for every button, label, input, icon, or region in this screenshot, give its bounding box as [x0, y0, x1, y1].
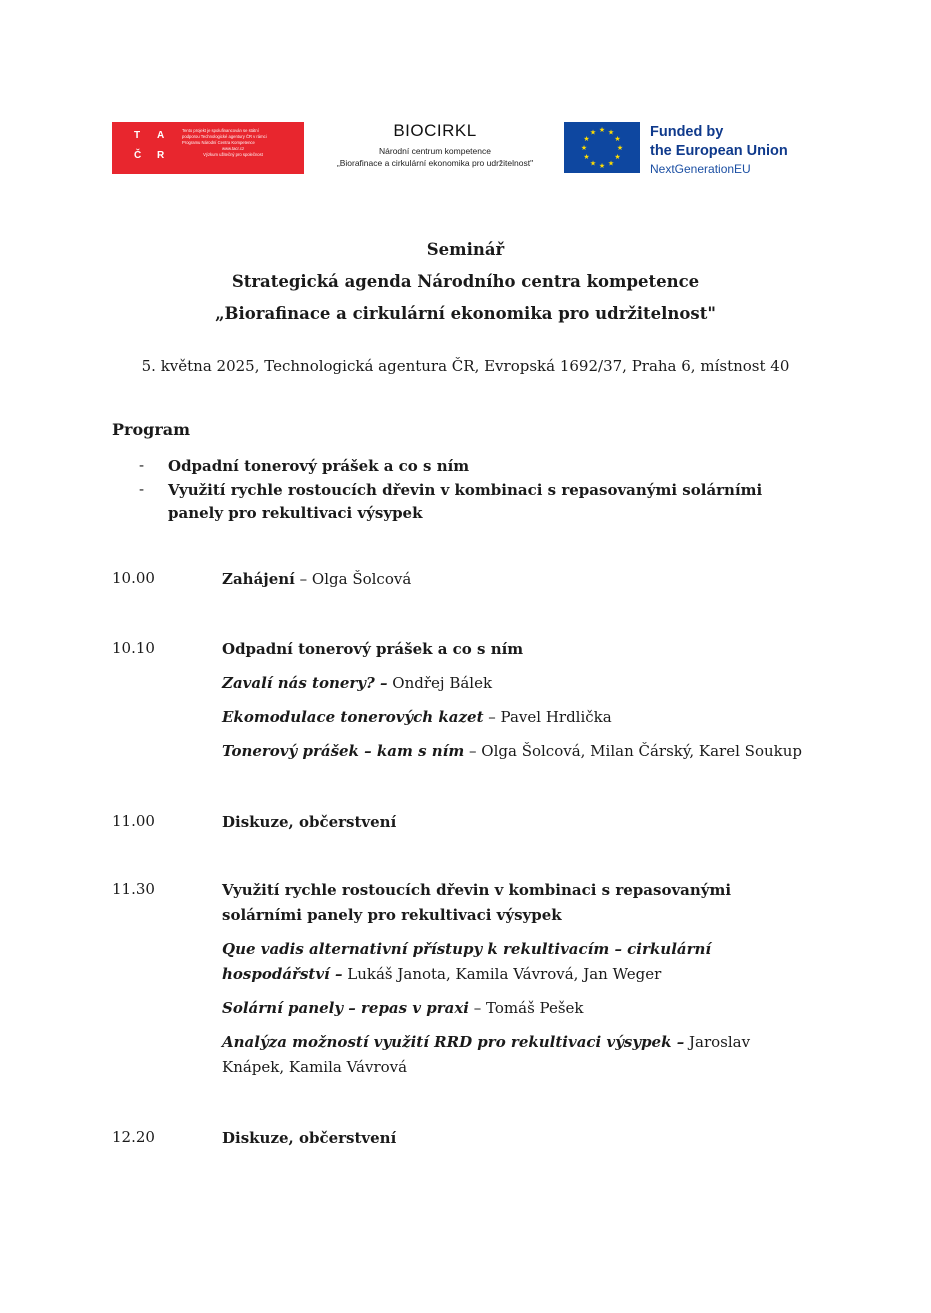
talk-speakers: – Pavel Hrdlička	[483, 708, 612, 726]
svg-text:★: ★	[589, 128, 597, 137]
talk-speakers: – Olga Šolcová, Milan Čárský, Karel Soukup	[464, 742, 802, 760]
talk-title: Zavalí nás tonery? –	[222, 674, 388, 692]
bullet-marker: -	[139, 456, 145, 474]
biocirkl-subtitle: „Biorafinace a cirkulární ekonomika pro udržitelnost"	[336, 158, 534, 168]
eu-nextgen: NextGenerationEU	[650, 162, 751, 176]
eu-union: the European Union	[650, 143, 788, 159]
document-title	[0, 234, 931, 330]
talk-title: Que vadis alternativní přístupy k rekultivacím – cirkulární hospodářství –	[222, 940, 712, 983]
svg-text:★: ★	[598, 126, 606, 134]
svg-text:★: ★	[580, 144, 588, 152]
bullet-marker: -	[139, 480, 145, 498]
svg-text:★: ★	[583, 135, 590, 143]
title-line: Strategická agenda Národního centra kompetence	[231, 272, 700, 291]
talk	[222, 705, 822, 730]
tacr-fine-line: Výzkum užitečný pro společnost	[203, 152, 263, 157]
schedule-item	[222, 810, 822, 835]
talk	[222, 1030, 767, 1080]
talk-title: Solární panely – repas v praxi	[222, 999, 470, 1017]
schedule-title: Odpadní tonerový prášek a co s ním	[222, 640, 524, 658]
svg-text:★: ★	[583, 153, 590, 161]
svg-text:★: ★	[598, 162, 606, 170]
title-line: Seminář	[426, 240, 505, 259]
talk-speakers: – Tomáš Pešek	[469, 999, 584, 1017]
schedule-title: Diskuze, občerstvení	[222, 1129, 397, 1147]
schedule-time: 11.00	[112, 812, 155, 830]
talk-title: Ekomodulace tonerových kazet	[222, 708, 484, 726]
event-details: 5. května 2025, Technologická agentura ČR, Evropská 1692/37, Praha 6, místnost 40	[141, 357, 790, 375]
biocirkl-subtitle: Národní centrum kompetence	[379, 146, 491, 156]
biocirkl-name: BIOCIRKL	[393, 121, 477, 140]
svg-text:★: ★	[607, 128, 615, 137]
program-bullet: Využití rychle rostoucích dřevin v kombinaci s repasovanými solárními panely pro rekultivaci výsypek	[168, 481, 763, 522]
eu-funding-text	[650, 123, 788, 177]
schedule-title: Využití rychle rostoucích dřevin v kombinaci s repasovanými solárními panely pro rekultivaci výsypek	[222, 881, 732, 924]
talk-title: Tonerový prášek – kam s ním	[222, 742, 465, 760]
tacr-fine-line: Programu Národní Centra Kompetence	[182, 140, 255, 145]
talk	[222, 671, 822, 696]
talk-title: Analýza možností využití RRD pro rekultivaci výsypek –	[222, 1033, 685, 1051]
schedule-title: Diskuze, občerstvení	[222, 813, 397, 831]
tacr-letter: T	[134, 130, 141, 141]
schedule-time: 10.00	[112, 569, 155, 587]
eu-funded-by: Funded by	[650, 124, 724, 140]
svg-text:★: ★	[614, 135, 621, 143]
schedule-item	[222, 567, 822, 592]
talk-speakers: Jaroslav Knápek, Kamila Vávrová	[222, 1033, 751, 1076]
tacr-fine-line: www.tacr.cz	[221, 146, 245, 151]
schedule-speaker: – Olga Šolcová	[294, 570, 412, 588]
program-heading: Program	[112, 420, 191, 439]
talk-speakers: Lukáš Janota, Kamila Vávrová, Jan Weger	[342, 965, 662, 983]
tacr-fine-print	[182, 128, 302, 158]
tacr-fine-line: podporou Technologické agentury ČR v rámci	[182, 134, 267, 139]
tacr-fine-line: Tento projekt je spolufinancován se státní	[182, 128, 259, 133]
svg-text:★: ★	[589, 159, 597, 168]
talk-speakers: Ondřej Bálek	[387, 674, 493, 692]
tacr-letter: Č	[134, 150, 142, 161]
talk	[222, 996, 767, 1021]
tacr-logo	[112, 122, 304, 174]
tacr-letter: A	[157, 130, 165, 141]
schedule-item	[222, 878, 767, 1080]
program-bullet: Odpadní tonerový prášek a co s ním	[168, 457, 470, 475]
talk	[222, 739, 822, 764]
schedule-time: 12.20	[112, 1128, 155, 1146]
eu-flag-icon	[564, 122, 640, 173]
svg-text:★: ★	[607, 159, 615, 168]
schedule-time: 10.10	[112, 639, 155, 657]
schedule-title: Zahájení	[222, 570, 295, 588]
schedule-item	[222, 1126, 822, 1151]
title-line: „Biorafinace a cirkulární ekonomika pro udržitelnost"	[215, 304, 716, 323]
svg-text:★: ★	[614, 153, 621, 161]
svg-text:★: ★	[616, 144, 624, 152]
talk	[222, 937, 742, 987]
tacr-letter: R	[157, 150, 165, 161]
schedule-item	[222, 637, 822, 764]
biocirkl-logo	[312, 121, 558, 169]
schedule-time: 11.30	[112, 880, 155, 898]
